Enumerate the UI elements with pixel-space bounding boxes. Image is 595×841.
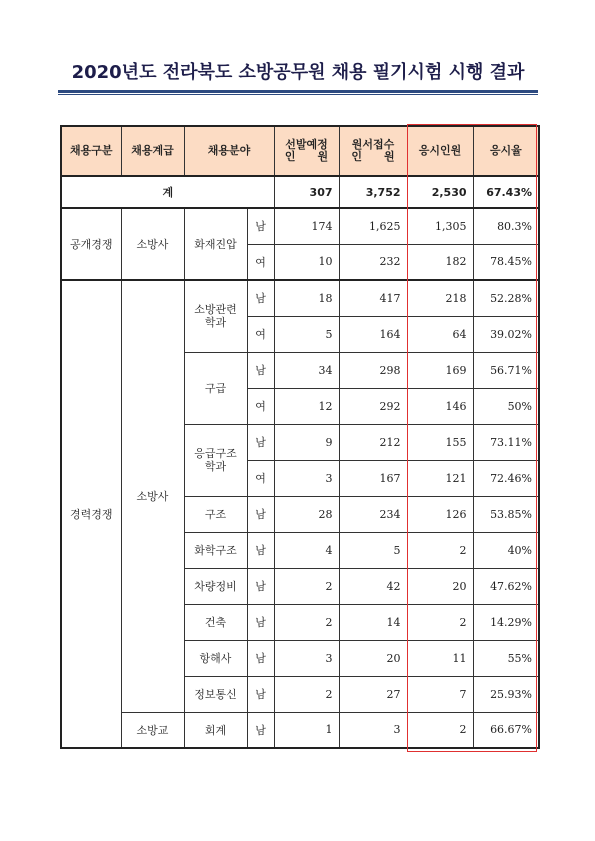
- total-label: 계: [61, 176, 274, 208]
- examinees-cell: 146: [407, 388, 473, 424]
- planned-cell: 12: [274, 388, 339, 424]
- examinees-cell: 169: [407, 352, 473, 388]
- applicants-cell: 298: [339, 352, 407, 388]
- applicants-cell: 212: [339, 424, 407, 460]
- examinees-cell: 155: [407, 424, 473, 460]
- planned-cell: 1: [274, 712, 339, 748]
- table-row: [61, 208, 539, 244]
- planned-cell: 4: [274, 532, 339, 568]
- header-planned: 선발예정 인 원: [274, 126, 339, 176]
- results-table: [60, 125, 540, 749]
- title-underline: [58, 90, 538, 93]
- header-row: [61, 126, 539, 176]
- category-open: 공개경쟁: [61, 208, 121, 280]
- applicants-cell: 27: [339, 676, 407, 712]
- rate-cell: 40%: [473, 532, 539, 568]
- title-underline-thin: [58, 94, 538, 95]
- applicants-cell: 167: [339, 460, 407, 496]
- examinees-cell: 1,305: [407, 208, 473, 244]
- applicants-cell: 3: [339, 712, 407, 748]
- field-cell: 회계: [184, 712, 247, 748]
- field-cell: 응급구조 학과: [184, 424, 247, 496]
- applicants-cell: 417: [339, 280, 407, 316]
- rate-cell: 39.02%: [473, 316, 539, 352]
- rank-cell: 소방사: [121, 280, 184, 712]
- table-row: [61, 280, 539, 316]
- examinees-cell: 2: [407, 532, 473, 568]
- field-cell: 정보통신: [184, 676, 247, 712]
- header-category: 채용구분: [61, 126, 121, 176]
- planned-cell: 2: [274, 676, 339, 712]
- applicants-cell: 42: [339, 568, 407, 604]
- applicants-cell: 292: [339, 388, 407, 424]
- header-applicants: 원서접수 인 원: [339, 126, 407, 176]
- examinees-cell: 64: [407, 316, 473, 352]
- planned-cell: 3: [274, 460, 339, 496]
- applicants-cell: 1,625: [339, 208, 407, 244]
- header-rate: 응시율: [473, 126, 539, 176]
- rate-cell: 66.67%: [473, 712, 539, 748]
- gender-cell: 남: [247, 640, 274, 676]
- gender-cell: 남: [247, 208, 274, 244]
- planned-cell: 34: [274, 352, 339, 388]
- gender-cell: 남: [247, 352, 274, 388]
- rate-cell: 47.62%: [473, 568, 539, 604]
- field-cell: 구급: [184, 352, 247, 424]
- planned-cell: 2: [274, 604, 339, 640]
- field-cell: 차량정비: [184, 568, 247, 604]
- applicants-cell: 234: [339, 496, 407, 532]
- rate-cell: 56.71%: [473, 352, 539, 388]
- examinees-cell: 121: [407, 460, 473, 496]
- examinees-cell: 7: [407, 676, 473, 712]
- examinees-cell: 126: [407, 496, 473, 532]
- rate-cell: 14.29%: [473, 604, 539, 640]
- field-cell: 건축: [184, 604, 247, 640]
- header-field: 채용분야: [184, 126, 274, 176]
- gender-cell: 남: [247, 604, 274, 640]
- rate-cell: 78.45%: [473, 244, 539, 280]
- gender-cell: 남: [247, 532, 274, 568]
- gender-cell: 남: [247, 568, 274, 604]
- examinees-cell: 2: [407, 712, 473, 748]
- gender-cell: 남: [247, 676, 274, 712]
- field-cell: 소방관련 학과: [184, 280, 247, 352]
- applicants-cell: 20: [339, 640, 407, 676]
- applicants-cell: 232: [339, 244, 407, 280]
- gender-cell: 남: [247, 424, 274, 460]
- rate-cell: 53.85%: [473, 496, 539, 532]
- rate-cell: 55%: [473, 640, 539, 676]
- gender-cell: 여: [247, 460, 274, 496]
- total-examinees: 2,530: [407, 176, 473, 208]
- page-title: 2020년도 전라북도 소방공무원 채용 필기시험 시행 결과: [71, 62, 525, 83]
- rate-cell: 50%: [473, 388, 539, 424]
- examinees-cell: 218: [407, 280, 473, 316]
- rank-cell: 소방교: [121, 712, 184, 748]
- total-row: [61, 176, 539, 208]
- total-planned: 307: [274, 176, 339, 208]
- planned-cell: 3: [274, 640, 339, 676]
- examinees-cell: 182: [407, 244, 473, 280]
- gender-cell: 남: [247, 280, 274, 316]
- planned-cell: 18: [274, 280, 339, 316]
- planned-cell: 9: [274, 424, 339, 460]
- total-applicants: 3,752: [339, 176, 407, 208]
- examinees-cell: 2: [407, 604, 473, 640]
- gender-cell: 남: [247, 496, 274, 532]
- header-examinees: 응시인원: [407, 126, 473, 176]
- gender-cell: 여: [247, 316, 274, 352]
- examinees-cell: 11: [407, 640, 473, 676]
- rate-cell: 25.93%: [473, 676, 539, 712]
- planned-cell: 5: [274, 316, 339, 352]
- rate-cell: 52.28%: [473, 280, 539, 316]
- applicants-cell: 14: [339, 604, 407, 640]
- rate-cell: 80.3%: [473, 208, 539, 244]
- rate-cell: 73.11%: [473, 424, 539, 460]
- table-row: [61, 712, 539, 748]
- field-cell: 항해사: [184, 640, 247, 676]
- total-rate: 67.43%: [473, 176, 539, 208]
- planned-cell: 10: [274, 244, 339, 280]
- category-career: 경력경쟁: [61, 280, 121, 748]
- planned-cell: 2: [274, 568, 339, 604]
- gender-cell: 여: [247, 244, 274, 280]
- field-cell: 화재진압: [184, 208, 247, 280]
- field-cell: 구조: [184, 496, 247, 532]
- planned-cell: 28: [274, 496, 339, 532]
- applicants-cell: 164: [339, 316, 407, 352]
- gender-cell: 여: [247, 388, 274, 424]
- rate-cell: 72.46%: [473, 460, 539, 496]
- rank-cell: 소방사: [121, 208, 184, 280]
- applicants-cell: 5: [339, 532, 407, 568]
- field-cell: 화학구조: [184, 532, 247, 568]
- header-rank: 채용계급: [121, 126, 184, 176]
- examinees-cell: 20: [407, 568, 473, 604]
- planned-cell: 174: [274, 208, 339, 244]
- gender-cell: 남: [247, 712, 274, 748]
